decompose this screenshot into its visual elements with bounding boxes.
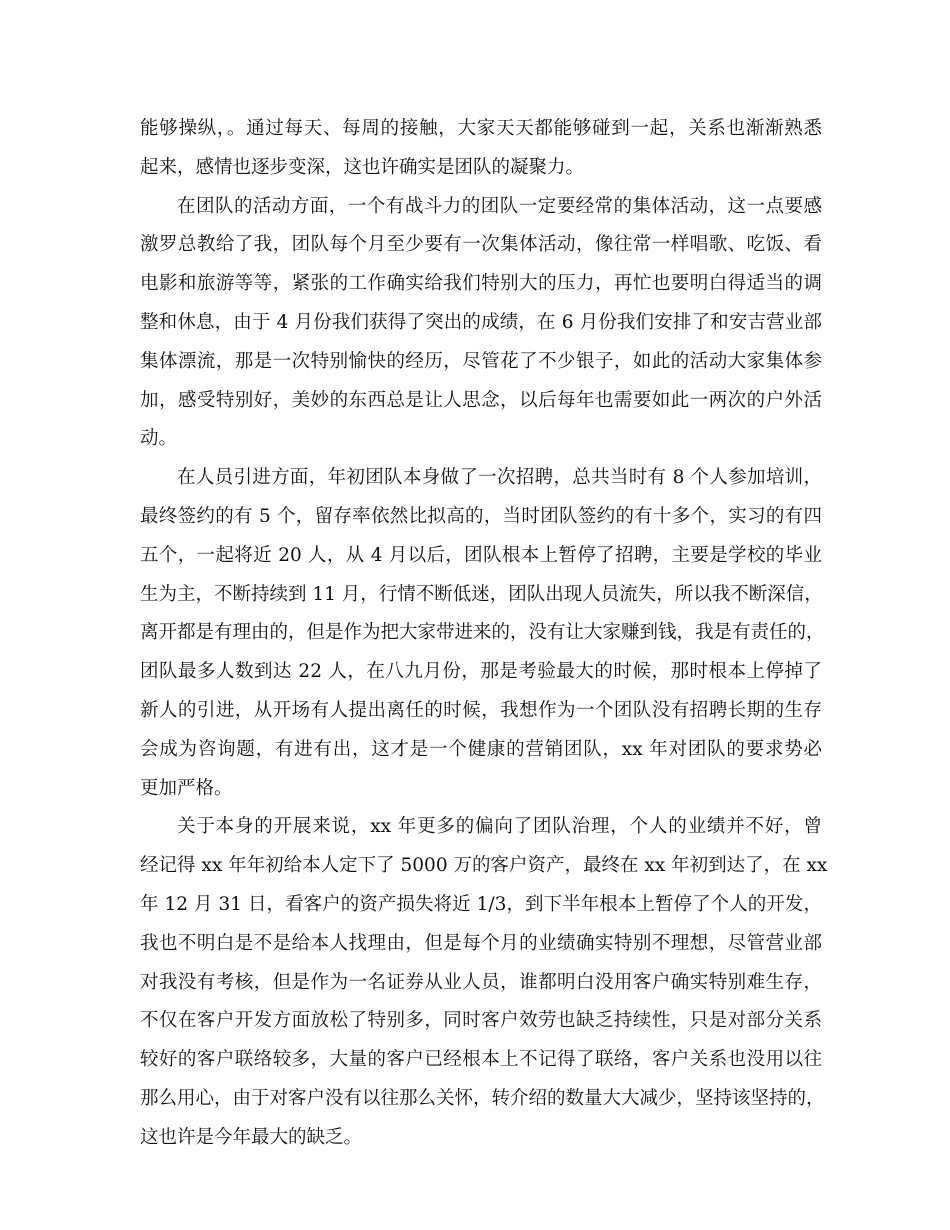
text-line: 那么用心，由于对客户没有以往那么关怀，转介绍的数量大大减少，坚持该坚持的， [140,1087,825,1109]
text-line: 五个，一起将近 20 人，从 4 月以后，团队根本上暂停了招聘，主要是学校的毕业 [140,544,822,566]
text-line: 最终签约的有 5 个，留存率依然比拟高的，当时团队签约的有十多个，实习的有四 [140,505,822,527]
text-line: 这也许是今年最大的缺乏。 [140,1126,363,1148]
text-line: 团队最多人数到达 22 人，在八九月份，那是考验最大的时候，那时根本上停掉了 [140,661,822,683]
paragraph-4 [140,808,828,1157]
text-line: 生为主，不断持续到 11 月，行情不断低迷，团队出现人员流失，所以我不断深信， [140,583,823,605]
text-line: 年 12 月 31 日，看客户的资产损失将近 1/3，到下半年根本上暂停了个人的开发， [140,893,822,915]
text-line: 在人员引进方面，年初团队本身做了一次招聘，总共当时有 8 个人参加培训， [177,467,822,489]
text-line: 较好的客户联络较多，大量的客户已经根本上不记得了联络，客户关系也没用以往 [140,1049,822,1071]
text-line: 离开都是有理由的，但是作为把大家带进来的，没有让大家赚到钱，我是有责任的， [140,622,825,644]
text-line: 激罗总教给了我，团队每个月至少要有一次集体活动，像往常一样唱歌、吃饭、看 [140,234,822,256]
text-line: 起来，感情也逐步变深，这也许确实是团队的凝聚力。 [140,156,585,178]
text-line: 整和休息，由于 4 月份我们获得了突出的成绩，在 6 月份我们安排了和安吉营业部 [140,311,822,333]
text-line: 会成为咨询题，有进有出，这才是一个健康的营销团队，xx 年对团队的要求势必 [140,738,822,760]
text-line: 新人的引进，从开场有人提出离任的时候，我想作为一个团队没有招聘长期的生存 [140,699,822,721]
text-line: 经记得 xx 年年初给本人定下了 5000 万的客户资产，最终在 xx 年初到达了，在 xx [140,855,828,877]
text-line: 对我没有考核，但是作为一名证券从业人员，谁都明白没用客户确实特别难生存， [140,971,822,993]
text-line: 关于本身的开展来说，xx 年更多的偏向了团队治理，个人的业绩并不好，曾 [177,816,822,838]
text-line: 在团队的活动方面，一个有战斗力的团队一定要经常的集体活动，这一点要感 [177,195,822,217]
paragraph-3 [140,459,825,808]
text-line: 集体漂流，那是一次特别愉快的经历，尽管花了不少银子，如此的活动大家集体参 [140,350,822,372]
text-line: 能够操纵，。通过每天、每周的接触，大家天天都能够碰到一起，关系也渐渐熟悉 [140,118,822,139]
text-line: 我也不明白是不是给本人找理由，但是每个月的业绩确实特别不理想，尽管营业部 [140,932,822,954]
paragraph-2 [140,188,822,460]
document-body [140,110,828,1158]
text-line: 电影和旅游等等，紧张的工作确实给我们特别大的压力，再忙也要明白得适当的调 [140,273,822,295]
text-line: 加，感受特别好，美妙的东西总是让人思念，以后每年也需要如此一两次的户外活 [140,389,822,411]
paragraph-1 [140,110,822,188]
text-line: 动。 [140,428,178,450]
text-line: 更加严格。 [140,777,233,799]
text-line: 不仅在客户开发方面放松了特别多，同时客户效劳也缺乏持续性，只是对部分关系 [140,1010,822,1032]
